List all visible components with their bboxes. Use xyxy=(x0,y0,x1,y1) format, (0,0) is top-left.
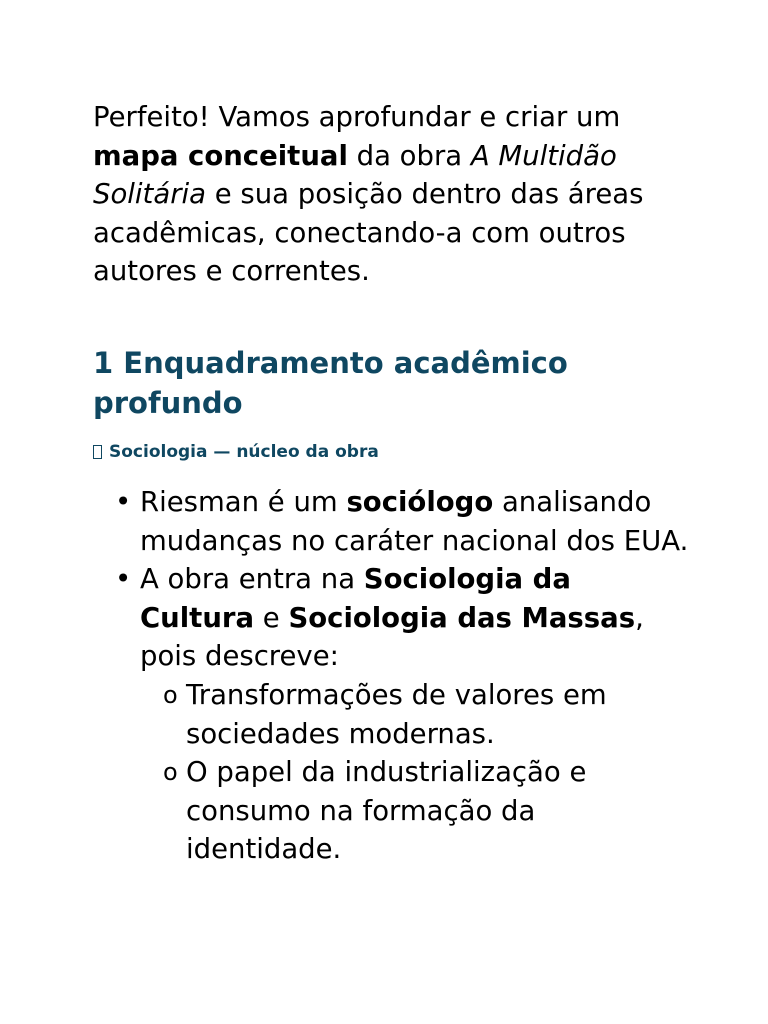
sub-bullet-marker: o xyxy=(163,680,178,709)
item1-text-1: Riesman é um xyxy=(140,485,347,518)
sub-item-text: O papel da industrialização e consumo na formação da identidade. xyxy=(186,756,587,866)
bullet-marker: • xyxy=(115,563,132,596)
item2-bold-culture-sociology: Sociologia da Cultura xyxy=(140,563,571,634)
bullet-marker: • xyxy=(115,485,132,518)
item1-bold-sociologist: sociólogo xyxy=(346,485,494,518)
sub-bullet-marker: o xyxy=(163,758,178,787)
intro-book-title: A Multidão Solitária xyxy=(93,139,617,211)
sub-bullet-list xyxy=(140,676,693,869)
intro-paragraph xyxy=(93,98,693,291)
item2-bold-mass-sociology: Sociologia das Massas xyxy=(288,601,636,634)
section-subheading-text: Sociologia — núcleo da obra xyxy=(109,441,379,462)
list-item xyxy=(93,560,693,869)
list-item xyxy=(93,483,693,560)
section-heading: 1 Enquadramento acadêmico profundo xyxy=(93,345,568,420)
intro-text-2: da obra xyxy=(347,139,471,172)
item2-text-1: A obra entra na xyxy=(140,563,364,596)
sub-list-item xyxy=(140,676,693,753)
bullet-list xyxy=(93,483,693,869)
item2-text-2: e xyxy=(254,601,289,634)
item1-text-2: analisando mudanças no caráter nacional dos EUA. xyxy=(140,485,689,557)
intro-bold-concept-map: mapa conceitual xyxy=(93,139,348,172)
section-subheading xyxy=(93,441,693,463)
sub-list-item xyxy=(140,753,693,869)
intro-text-3: e sua posição dentro das áreas acadêmicas, conectando-a com outros autores e correntes. xyxy=(93,178,644,288)
missing-glyph-box-icon xyxy=(93,445,102,459)
document-page xyxy=(93,98,693,869)
sub-item-text: Transformações de valores em sociedades modernas. xyxy=(186,678,607,750)
item2-text-3: , pois descreve: xyxy=(140,601,644,673)
intro-text-1: Perfeito! Vamos aprofundar e criar um xyxy=(93,101,621,133)
